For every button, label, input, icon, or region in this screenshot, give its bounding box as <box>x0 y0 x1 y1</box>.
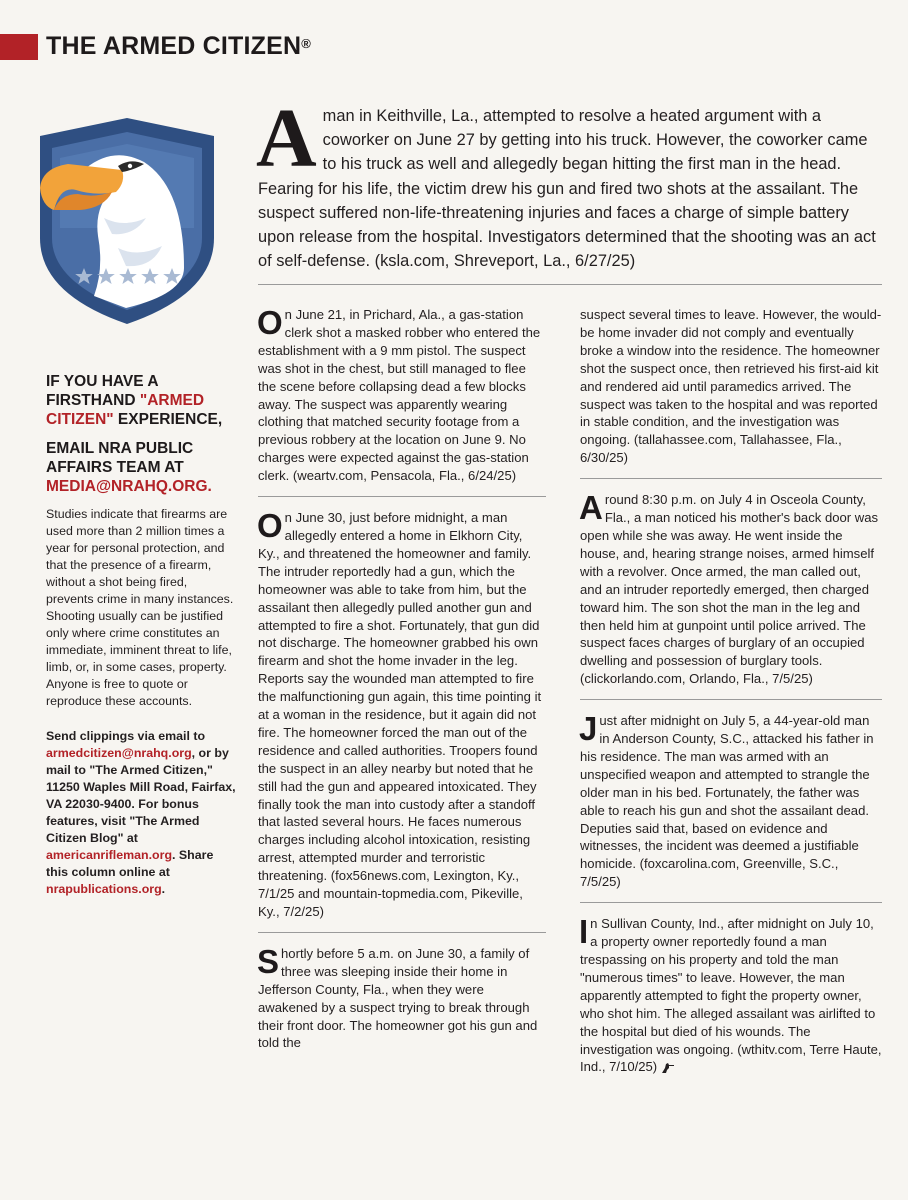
story-drop-cap: I <box>579 913 589 951</box>
sidebar-heading: IF YOU HAVE A FIRSTHAND "ARMED CITIZEN" EXPERIENCE, <box>46 373 223 428</box>
page-title <box>46 30 311 62</box>
story-text: ust after midnight on July 5, a 44-year-old man in Anderson County, S.C., attacked his father in his residence. The man was armed with an unspecified weapon and attempted to strangle the older man in his bed. Fortunately, the father was able to reach his gun and shot the assailant dead. Deputies said that, based on evidence and witnesses, the incident was deemed a justifiable homicide. (foxcarolina.com, Greenville, S.C., 7/5/25) <box>580 713 874 890</box>
story-prichard <box>258 306 546 485</box>
story-drop-cap: A <box>579 489 603 527</box>
story-divider <box>580 478 882 479</box>
media-email-link[interactable]: MEDIA@NRAHQ.ORG. <box>46 478 212 495</box>
registered-mark: ® <box>301 36 312 51</box>
sidebar-body: Studies indicate that firearms are used more than 2 million times a year for personal protection, and that the presence of a firearm, without a shot being fired, prevents crime in many instances. Shooting usually can be justified only where crime constitutes an immediate, imminent threat to life, limb, or, in some cases, property. Anyone is free to quote or reproduce these accounts. <box>46 507 234 708</box>
story-drop-cap: S <box>257 942 280 980</box>
story-divider <box>258 496 546 497</box>
eagle-shield-badge-icon <box>34 118 220 326</box>
page-title-text: THE ARMED CITIZEN <box>46 32 302 60</box>
story-sullivan-county <box>580 915 882 1076</box>
story-osceola-county <box>580 491 882 688</box>
story-divider <box>258 932 546 933</box>
story-column-right <box>580 306 882 1076</box>
story-text: round 8:30 p.m. on July 4 in Osceola County, Fla., a man noticed his mother's back door was open while she was away. He went inside the house, and, hearing strange noises, armed himself with a revolver. Once armed, the man called out, and an intruder reportedly emerged, then charged toward him. The son shot the man in the leg and then held him at gunpoint until police arrived. The suspect faces charges of burglary of an occupied dwelling and possession of burglary tools. (clickorlando.com, Orlando, Fla., 7/5/25) <box>580 492 879 687</box>
page-header <box>0 30 908 64</box>
sidebar-send-instructions: Send clippings via email to armedcitizen@nrahq.org, or by mail to "The Armed Citizen," 11250 Waples Mill Road, Fairfax, VA 22030-9400. For bonus features, visit "The Armed Citizen Blog" at americanrifleman.org. Share this column online at nrapublications.org. <box>46 729 236 896</box>
story-drop-cap: O <box>257 507 283 545</box>
story-text: suspect several times to leave. However, the would-be home invader did not comply and eventually broke a window into the residence. The homeowner shot the suspect once, then retrieved his first-aid kit and rendered aid until paramedics arrived. The suspect was taken to the hospital and was reported in stable condition, and the investigation was ongoing. (tallahassee.com, Tallahassee, Fla., 6/30/25) <box>580 307 882 466</box>
americanrifleman-link[interactable]: americanrifleman.org <box>46 848 173 862</box>
story-text: n June 21, in Prichard, Ala., a gas-station clerk shot a masked robber who entered the establishment with a 9 mm pistol. The suspect was shot in the chest, but still managed to flee the scene before collapsing dead a few blocks away. The suspect was apparently wearing clothing that matched security footage from a previous robbery at the location on June 9. No charges were expected against the gas-station clerk. (weartv.com, Pensacola, Fla., 6/24/25) <box>258 307 541 484</box>
nrapublications-link[interactable]: nrapublications.org <box>46 882 162 896</box>
rifleman-end-mark-icon <box>661 1062 675 1074</box>
lead-story <box>256 92 882 273</box>
story-divider <box>580 699 882 700</box>
story-drop-cap: O <box>257 304 283 341</box>
header-accent-bar <box>0 34 38 60</box>
lead-story-text: man in Keithville, La., attempted to resolve a heated argument with a coworker on June 27 by getting into his truck. However, the coworker came to his truck as well and allegedly began hitting the first man in the head. Fearing for his life, the victim drew his gun and fired two shots at the assailant. The suspect suffered non-life-threatening injuries and faces a charge of simple battery upon release from the hospital. Investigators determined that the shooting was an act of self-defense. (ksla.com, Shreveport, La., 6/27/25) <box>258 107 876 271</box>
story-divider <box>580 902 882 903</box>
story-drop-cap: J <box>579 710 598 748</box>
story-text: hortly before 5 a.m. on June 30, a family of three was sleeping inside their home in Jefferson County, Fla., when they were awakened by a suspect trying to break through their front door. The homeowner got his gun and told the <box>258 945 538 1051</box>
story-jefferson-county <box>257 942 546 1052</box>
lead-divider <box>258 284 882 285</box>
story-jefferson-county-continued <box>580 306 882 467</box>
story-text: n June 30, just before midnight, a man allegedly entered a home in Elkhorn City, Ky., and threatened the homeowner and family. The intruder reportedly had a gun, which the homeowner was able to take from him, but the assailant then allegedly pulled another gun and attempted to fire a shot. Fortunately, that gun did not discharge. The homeowner grabbed his own firearm and shot the home invader in the leg. Reports say the wounded man attempted to fire the malfunctioning gun again, this time pointing it at a woman in the residence, but it again did not fire. The homeowner forced the man out of the residence and called authorities. Troopers found the suspect in an alley nearby but noted that he still had the gun and appeared intoxicated. They finally took the man into custody after a standoff that lasted several hours. He faces numerous charges including alcohol intoxication, resisting arrest, attempted murder and terroristic threatening. (fox56news.com, Lexington, Ky., 7/1/25 and mountain-topmedia.com, Pikeville, Ky., 7/2/25) <box>258 510 542 919</box>
lead-drop-cap: A <box>256 92 317 185</box>
story-anderson-county <box>580 712 882 891</box>
story-text: n Sullivan County, Ind., after midnight on July 10, a property owner reportedly found a man trespassing on his property and told the man "numerous times" to leave. However, the man apparently attempted to fight the property owner, who shot him. The alleged assailant was airlifted to the hospital but died of his wounds. The investigation was ongoing. (wthitv.com, Terre Haute, Ind., 7/10/25) <box>580 916 882 1075</box>
submission-sidebar <box>46 372 236 898</box>
armedcitizen-email-link[interactable]: armedcitizen@nrahq.org <box>46 746 192 760</box>
story-column-left <box>258 306 546 1052</box>
armed-citizen-highlight: "ARMED CITIZEN" <box>46 392 205 428</box>
story-elkhorn-city <box>258 509 546 921</box>
sidebar-email-heading: EMAIL NRA PUBLIC AFFAIRS TEAM AT MEDIA@NRAHQ.ORG. <box>46 440 212 495</box>
